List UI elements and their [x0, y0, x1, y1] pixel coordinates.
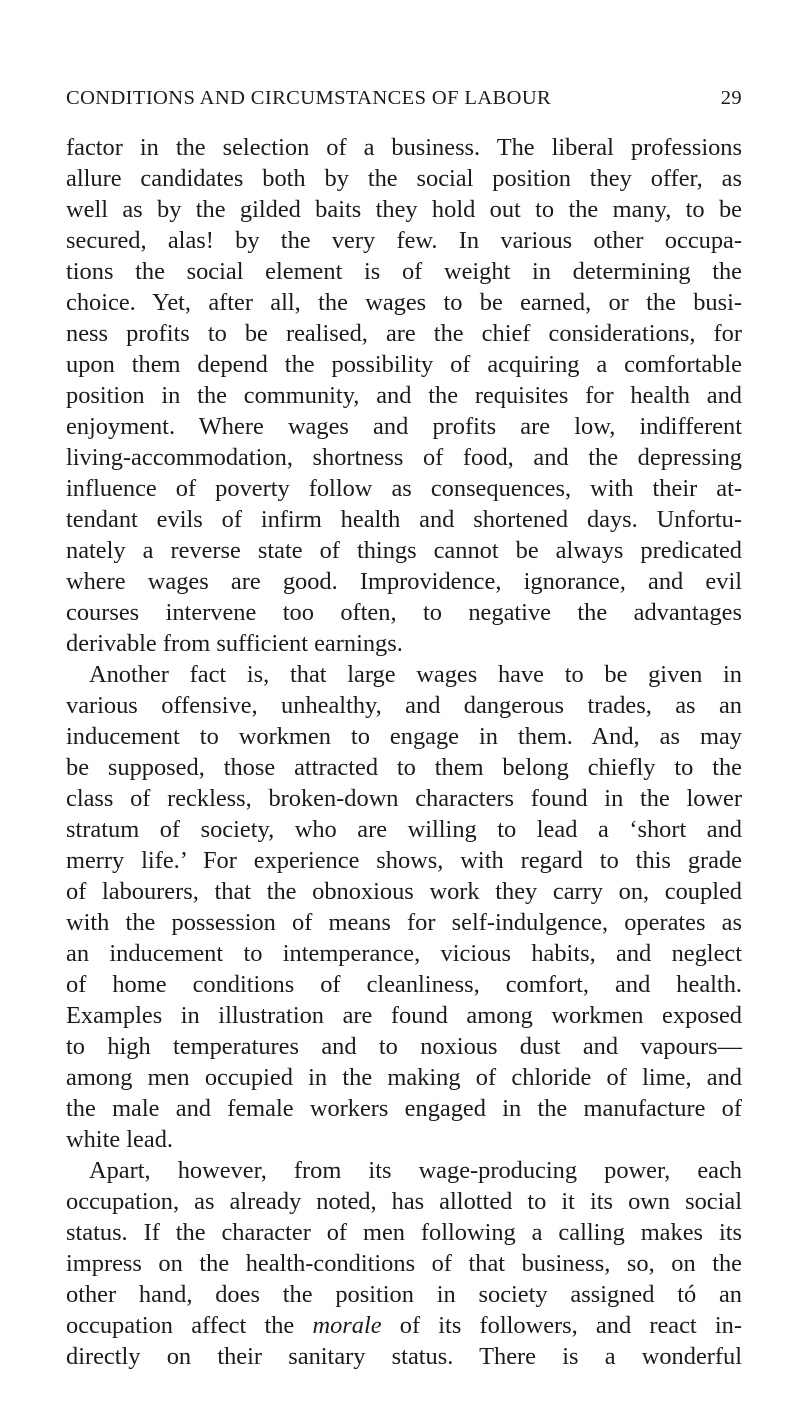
- text-line: choice. Yet, after all, the wages to be earned, or the busi-: [66, 289, 742, 316]
- text-line: among men occupied in the making of chloride of lime, and: [66, 1064, 742, 1091]
- text-line: directly on their sanitary status. There is a wonderful: [66, 1343, 742, 1370]
- text-line: merry life.’ For experience shows, with regard to this grade: [66, 847, 742, 874]
- text-line: Apart, however, from its wage-producing power, each: [89, 1157, 742, 1184]
- running-title: CONDITIONS AND CIRCUMSTANCES OF LABOUR: [66, 87, 552, 109]
- text-line: stratum of society, who are willing to lead a ‘short and: [66, 816, 742, 843]
- text-line: influence of poverty follow as consequences, with their at-: [66, 475, 742, 502]
- text-line: inducement to workmen to engage in them. And, as may: [66, 723, 742, 750]
- text-line: tions the social element is of weight in determining the: [66, 258, 742, 285]
- text-line: factor in the selection of a business. The liberal professions: [66, 134, 742, 161]
- text-line: Examples in illustration are found among workmen exposed: [66, 1002, 742, 1029]
- text-line: status. If the character of men following a calling makes its: [66, 1219, 742, 1246]
- text-line: derivable from sufficient earnings.: [66, 630, 403, 657]
- text-line: be supposed, those attracted to them belong chiefly to the: [66, 754, 742, 781]
- text-line: an inducement to intemperance, vicious habits, and neglect: [66, 940, 742, 967]
- text-line: other hand, does the position in society assigned tó an: [66, 1281, 742, 1308]
- text-line: living-accommodation, shortness of food, and the depressing: [66, 444, 742, 471]
- text-line: white lead.: [66, 1126, 174, 1153]
- text-segment: occupation affect the: [66, 1312, 295, 1339]
- text-line: allure candidates both by the social position they offer, as: [66, 165, 742, 192]
- text-line: tendant evils of infirm health and shortened days. Unfortu-: [66, 506, 742, 533]
- page-number: 29: [720, 87, 742, 109]
- running-head: [66, 87, 742, 113]
- text-line: Another fact is, that large wages have to be given in: [89, 661, 742, 688]
- italic-word: morale: [312, 1312, 382, 1339]
- text-line: with the possession of means for self-indulgence, operates as: [66, 909, 742, 936]
- text-line: to high temperatures and to noxious dust and vapours—: [66, 1033, 742, 1060]
- text-line: the male and female workers engaged in the manufacture of: [66, 1095, 742, 1122]
- text-segment: of its followers, and react in-: [399, 1312, 742, 1339]
- text-line: where wages are good. Improvidence, ignorance, and evil: [66, 568, 742, 595]
- text-line: ness profits to be realised, are the chief considerations, for: [66, 320, 742, 347]
- text-line: nately a reverse state of things cannot be always predicated: [66, 537, 742, 564]
- text-line: impress on the health-conditions of that business, so, on the: [66, 1250, 742, 1277]
- text-line: of home conditions of cleanliness, comfort, and health.: [66, 971, 742, 998]
- text-line: enjoyment. Where wages and profits are low, indifferent: [66, 413, 742, 440]
- text-line: occupation, as already noted, has allotted to it its own social: [66, 1188, 742, 1215]
- text-line: of labourers, that the obnoxious work they carry on, coupled: [66, 878, 742, 905]
- text-line: various offensive, unhealthy, and dangerous trades, as an: [66, 692, 742, 719]
- text-line: courses intervene too often, to negative the advantages: [66, 599, 742, 626]
- text-line-mixed: [66, 1310, 742, 1341]
- text-line: class of reckless, broken-down characters found in the lower: [66, 785, 742, 812]
- text-line: position in the community, and the requisites for health and: [66, 382, 742, 409]
- text-line: secured, alas! by the very few. In various other occupa-: [66, 227, 742, 254]
- text-line: upon them depend the possibility of acquiring a comfortable: [66, 351, 742, 378]
- text-line: well as by the gilded baits they hold out to the many, to be: [66, 196, 742, 223]
